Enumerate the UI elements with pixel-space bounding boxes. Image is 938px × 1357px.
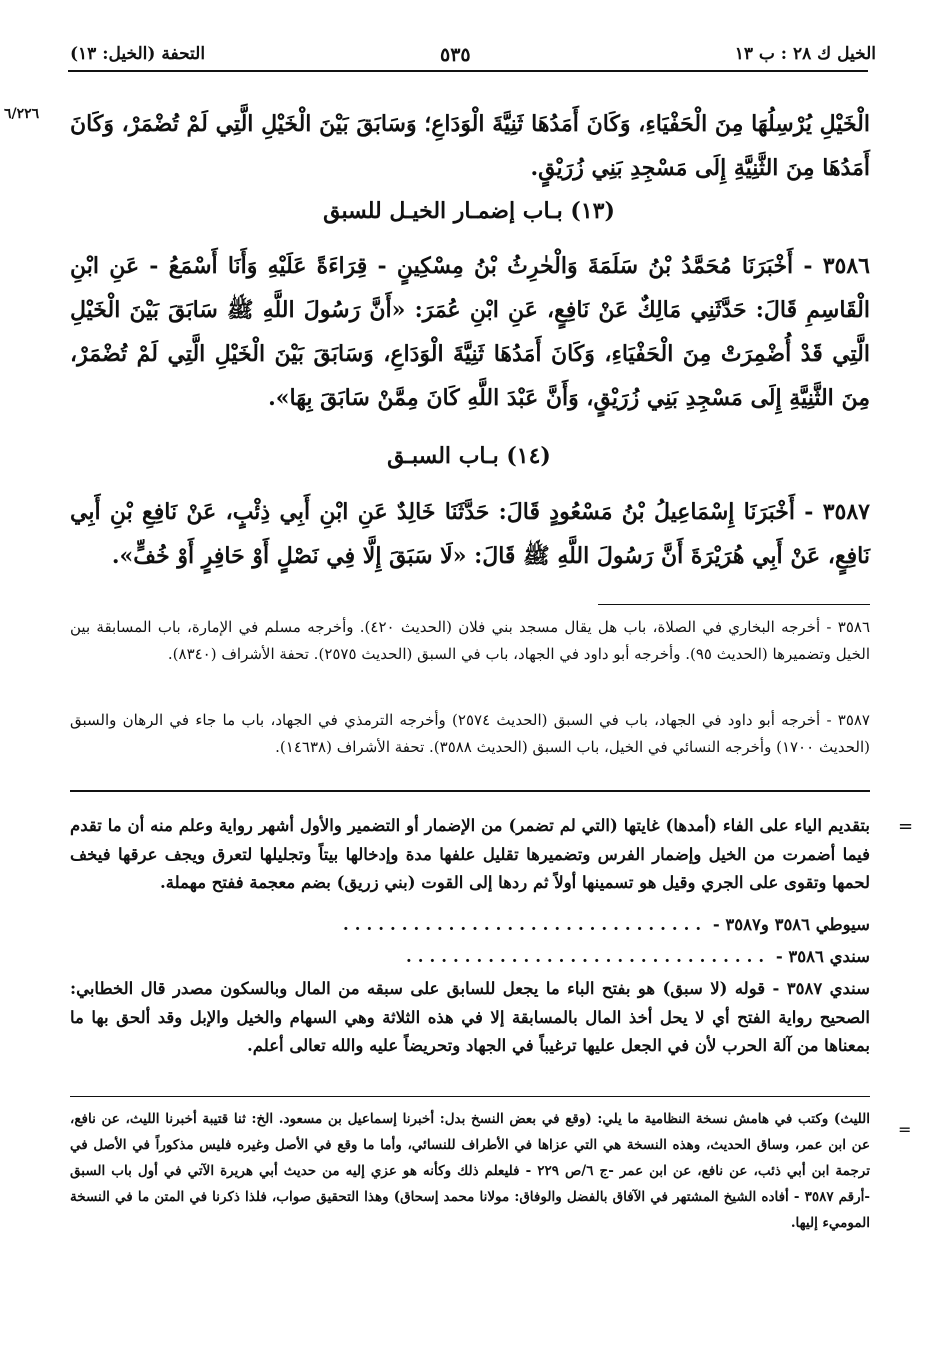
header-chapter-ref: الخيل ك ٢٨ : ب ١٣ [734,44,876,64]
margin-reference: ٦/٢٢٦ [4,106,40,122]
suyuti-line [70,911,870,940]
commentary-suyuti: بتقديم الياء على الفاء (أمدها) غايتها (التي لم تضمر) من الإضمار أو التضمير والأول أشهر رواية وعلم منه أن ما تقدم فيما أضمرت من الخيل وإضمار الفرس وتضميرها تقليل علفها مدة وإدخالها بيتاً وتجليلها لتعرق ويجف عرقها فيخف لحمها وتقوى على الجري وقيل هو تسمينها أولاً ثم ردها إلى القوت (بني زريق) بضم معجمة ففتح مهملة. [70,816,870,892]
sindi-line [70,943,870,972]
intro-text: الْخَيْلِ يُرْسِلُهَا مِنَ الْحَفْيَاءِ، وَكَانَ أَمَدُهَا ثَنِيَّةَ الْوَدَاعِ؛ وَسَابَقَ بَيْنَ الْخَيْلِ الَّتِي لَمْ تُضْمَرْ، وَكَانَ أَمَدُهَا مِنَ الثَّنِيَّةِ إِلَى مَسْجِدِ بَنِي زُرَيْقٍ. [70,111,870,181]
page-number: ٥٣٥ [440,44,471,66]
dot-leader: ............................... [342,915,708,934]
commentary-sindi-3587: سندي ٣٥٨٧ - قوله (لا سبق) هو بفتح الباء ما يجعل للسابق على سبقه من المال وبالسكون مصدر قال الخطابي: الصحيح رواية الفتح أي لا يحل أخذ المال بالمسابقة إلا في هذه الثلاثة وهي السهام والخيل والإبل وقد ألحق بها ما بمعناها من آلة الحرب لأن في الجعل عليها ترغيباً في الجهاد وتحريضاً عليه والله تعالى أعلم. [70,979,870,1055]
sindi-label: سندي ٣٥٨٦ - [775,947,870,966]
continuation-mark: = [898,816,914,837]
footnote-3587: ٣٥٨٧ - أخرجه أبو داود في الجهاد، باب في السبق (الحديث ٢٥٧٤) وأخرجه الترمذي في الجهاد، باب ما جاء في الرهان والسبق (الحديث ١٧٠٠) وأخرجه النسائي في الخيل، باب السبق (الحديث ٣٥٨٨). تحفة الأشراف (١٤٦٣٨). [70,711,870,756]
chapter-13-heading: (١٣) بـاب إضمـار الخيـل للسبق [323,198,615,224]
footnote-3586: ٣٥٨٦ - أخرجه البخاري في الصلاة، باب هل يقال مسجد بني فلان (الحديث ٤٢٠). وأخرجه مسلم في الإمارة، باب المسابقة بين الخيل وتضميرها (الحديث ٩٥). وأخرجه أبو داود في الجهاد، باب في السبق (الحديث ٢٥٧٥). تحفة الأشراف (٨٣٤٠). [70,618,871,663]
dot-leader: ............................... [406,947,771,966]
commentary-rule [70,790,870,792]
suyuti-label: سيوطي ٣٥٨٦ و٣٥٨٧ - [712,915,870,934]
header-rule [68,70,868,72]
hadith-3587: ٣٥٨٧ - أَخْبَرَنَا إِسْمَاعِيلُ بْنُ مَسْعُودٍ قَالَ: حَدَّثَنَا خَالِدٌ عَنِ ابْنِ أَبِي ذِئْبٍ، عَنْ نَافِعِ بْنِ أَبِي نَافِعٍ، عَنْ أَبِي هُرَيْرَةَ أَنَّ رَسُولَ اللَّهِ ﷺ قَالَ: «لَا سَبَقَ إِلَّا فِي نَصْلٍ أَوْ حَافِرٍ أَوْ خُفٍّ». [70,499,870,569]
chapter-14-heading: (١٤) بـاب السبـق [387,443,551,469]
annotation-note: الليث) وكتب في هامش نسخة النظامية ما يلي: (وقع في بعض النسخ بدل: أخبرنا إسماعيل بن مسعود. الخ: ثنا قتيبة أخبرنا الليث، عن نافع، عن ابن عمر، وساق الحديث، وهذه النسخة هي التي عزاها في الأطراف للنسائي، وأما ما وقع في الأصل وغيره فليس مذكوراً في الأصل في ترجمة ابن أبي ذئب، عن نافع، عن ابن عمر -ج ٦/ص ٢٢٩ - فليعلم ذلك وكأنه هو عزي إليه من حديث أبي هريرة الآتي في أول باب السبق -أرقم ٣٥٨٧ - أفاده الشيخ المشتهر في الآفاق بالفضل والوفاق: مولانا محمد إسحاق) وهذا التحقيق صواب، فلذا ذكرنا في المتن ما في النسخة الموميء إليها. [70,1111,871,1231]
hadith-3586: ٣٥٨٦ - أَخْبَرَنَا مُحَمَّدُ بْنُ سَلَمَةَ وَالْحٰرِثُ بْنُ مِسْكِينٍ - قِرَاءَةً عَلَيْهِ وَأَنَا أَسْمَعُ - عَنِ ابْنِ الْقَاسِمِ قَالَ: حَدَّثَنِي مَالِكٌ عَنْ نَافِعٍ، عَنِ ابْنِ عُمَرَ: «أَنَّ رَسُولَ اللَّهِ ﷺ سَابَقَ بَيْنَ الْخَيْلِ الَّتِي قَدْ أُضْمِرَتْ مِنَ الْحَفْيَاءِ، وَكَانَ أَمَدُهَا ثَنِيَّةَ الْوَدَاعِ، وَسَابَقَ بَيْنَ الْخَيْلِ الَّتِي لَمْ تُضْمَرْ، مِنَ الثَّنِيَّةِ إِلَى مَسْجِدِ بَنِي زُرَيْقٍ، وَأَنَّ عَبْدَ اللَّهِ كَانَ مِمَّنْ سَابَقَ بِهَا». [70,253,870,411]
annotation-rule [70,1096,870,1097]
annotation-mark: = [898,1120,912,1139]
header-tuhfa-ref: التحفة (الخيل: ١٣) [70,44,206,64]
footnote-rule [598,604,870,605]
